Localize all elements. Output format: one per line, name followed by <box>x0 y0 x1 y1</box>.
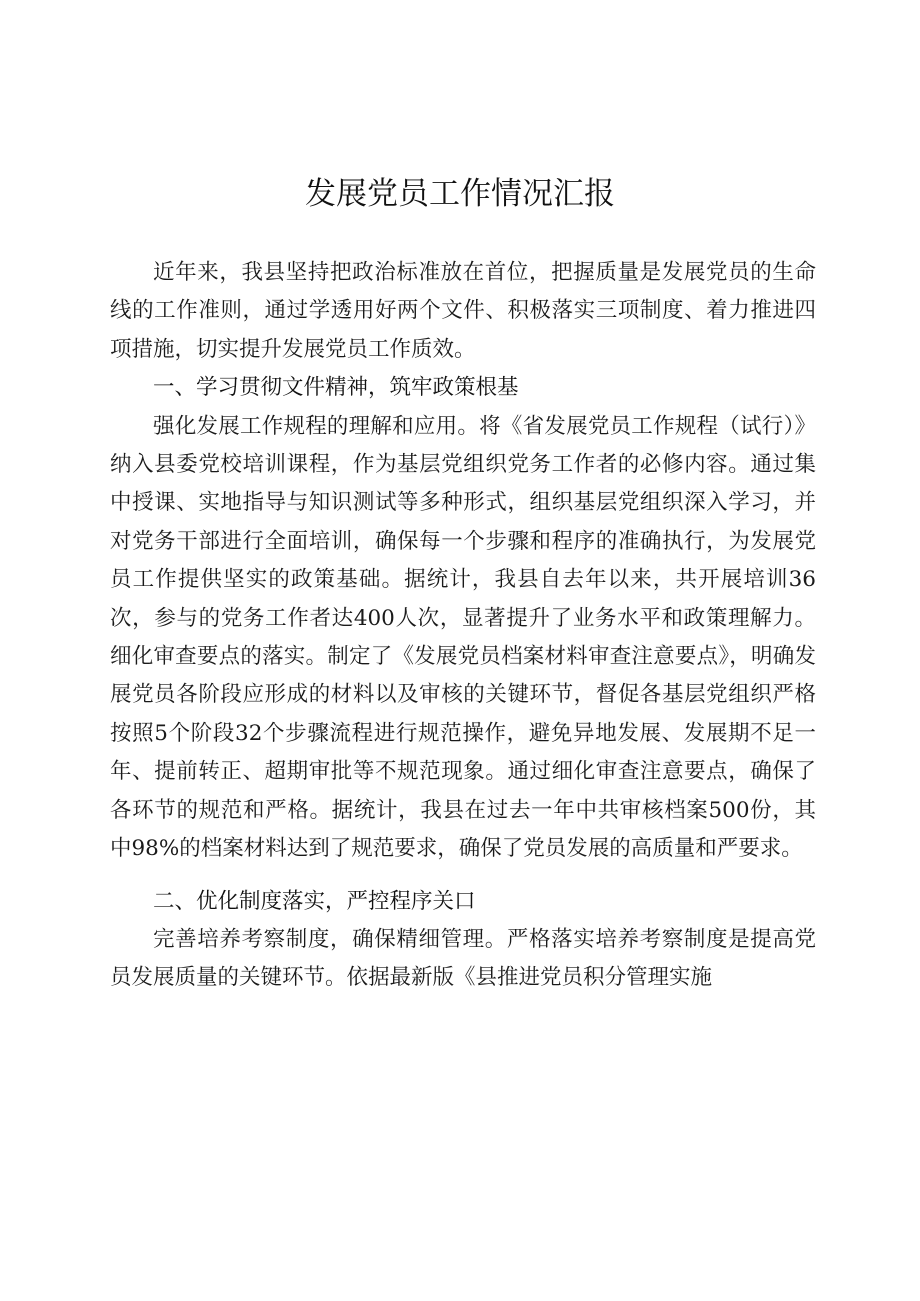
document-body <box>110 254 816 998</box>
intro-paragraph: 近年来，我县坚持把政治标准放在首位，把握质量是发展党员的生命线的工作准则，通过学透用好两个文件、积极落实三项制度、着力推进四项措施，切实提升发展党员工作质效。 <box>110 260 816 362</box>
section-1-paragraph: 强化发展工作规程的理解和应用。将《省发展党员工作规程（试行）》纳入县委党校培训课程，作为基层党组织党务工作者的必修内容。通过集中授课、实地指导与知识测试等多种形式，组织基层党组织深入学习，并对党务干部进行全面培训，确保每一个步骤和程序的准确执行，为发展党员工作提供坚实的政策基础。据统计，我县自去年以来，共开展培训36次，参与的党务工作者达400人次，显著提升了业务水平和政策理解力。细化审查要点的落实。制定了《发展党员档案材料审查注意要点》，明确发展党员各阶段应形成的材料以及审核的关键环节，督促各基层党组织严格按照5个阶段32个步骤流程进行规范操作，避免异地发展、发展期不足一年、提前转正、超期审批等不规范现象。通过细化审查注意要点，确保了各环节的规范和严格。据统计，我县在过去一年中共审核档案500份，其中98%的档案材料达到了规范要求，确保了党员发展的高质量和严要求。 <box>110 413 816 862</box>
section-heading-1: 一、学习贯彻文件精神，筑牢政策根基 <box>153 375 519 401</box>
section-2-paragraph: 完善培养考察制度，确保精细管理。严格落实培养考察制度是提高党员发展质量的关键环节。依据最新版《县推进党员积分管理实施 <box>110 926 816 991</box>
page-title: 发展党员工作情况汇报 <box>305 176 615 212</box>
section-heading-2: 二、优化制度落实，严控程序关口 <box>153 888 476 914</box>
